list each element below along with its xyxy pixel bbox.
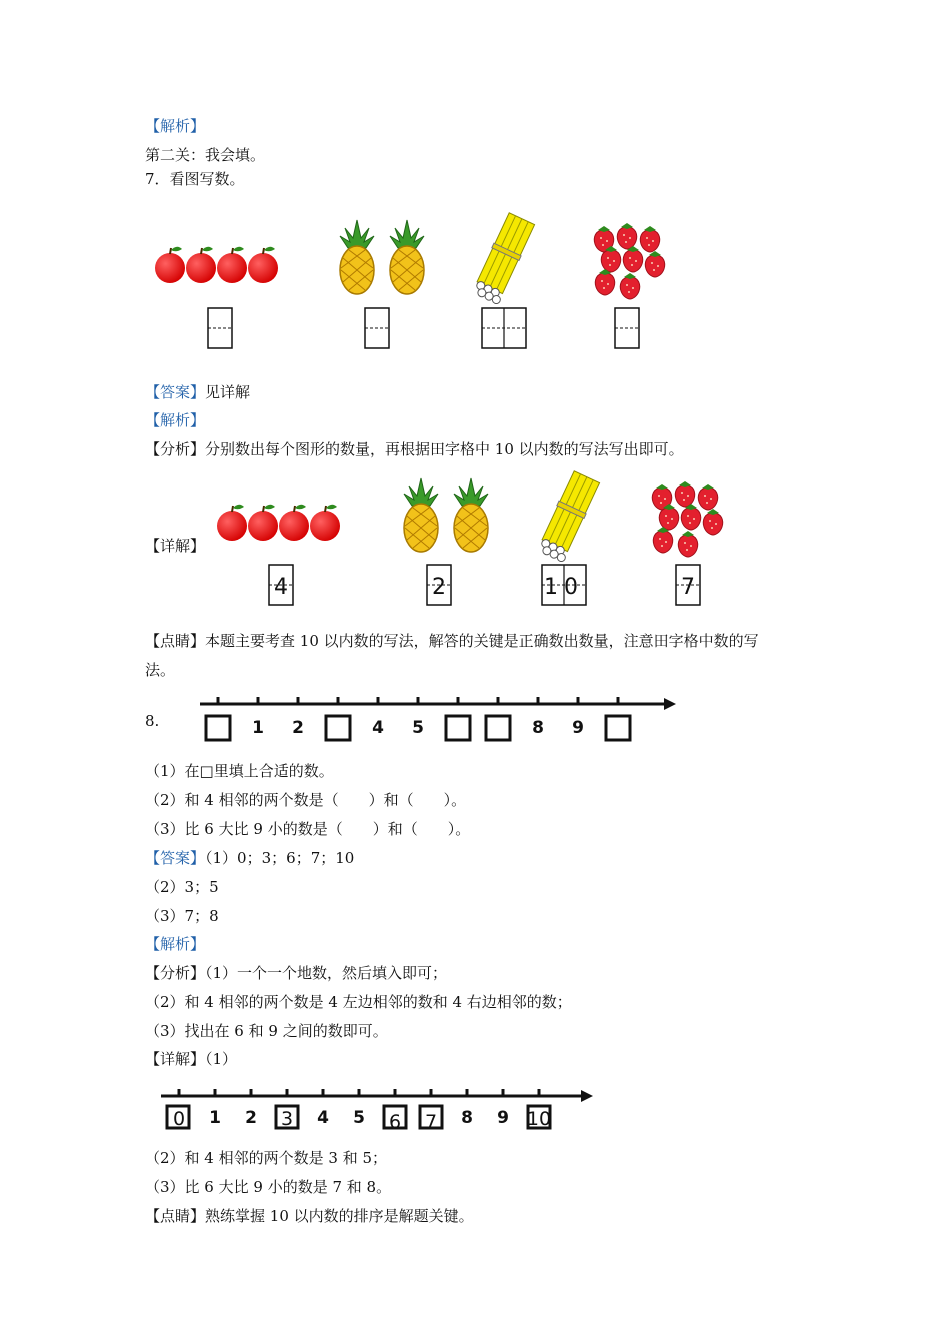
tick-label: 2	[245, 1108, 257, 1128]
q8-answer-line2: （2）3；5	[145, 878, 219, 896]
apples-group	[217, 505, 340, 541]
q7-pictures	[145, 210, 705, 370]
answer-grid-10	[542, 565, 586, 605]
answer-label: 3	[280, 1108, 294, 1130]
answer-grid-7	[676, 565, 700, 605]
writing-grid[interactable]	[482, 308, 526, 348]
pineapples-group	[404, 478, 488, 552]
answer-digit: 2	[432, 575, 446, 600]
sticks-bundle	[536, 470, 600, 562]
q8-analysis-line2: （2）和 4 相邻的两个数是 4 左边相邻的数和 4 右边相邻的数；	[145, 993, 572, 1011]
answer-digit: 10	[544, 575, 584, 600]
answer-digit: 4	[274, 575, 288, 600]
tick-label: 5	[412, 718, 424, 738]
tick-label: 1	[209, 1108, 221, 1128]
answer-grid-2	[427, 565, 451, 605]
q7-jiexi: 【解析】	[145, 411, 206, 429]
tick-label: 8	[532, 718, 544, 738]
tick-label: 9	[497, 1108, 509, 1128]
tick-label: 1	[252, 718, 264, 738]
strawberries-group	[652, 481, 722, 557]
q7-detail-tag: 【详解】	[145, 537, 206, 555]
answer-label: 7	[424, 1111, 438, 1133]
q7-stem: 7．看图写数。	[145, 170, 245, 188]
q7-analysis: 【分析】分别数出每个图形的数量，再根据田字格中 10 以内数的写法写出即可。	[145, 440, 684, 458]
writing-grid[interactable]	[615, 308, 639, 348]
tick-label: 5	[353, 1108, 365, 1128]
q8-number-line	[190, 688, 690, 748]
q8-number: 8.	[145, 712, 160, 730]
blank-box[interactable]	[606, 716, 630, 740]
q8-analysis-line3: （3）找出在 6 和 9 之间的数即可。	[145, 1022, 388, 1040]
answer-label: 6	[388, 1111, 402, 1133]
sticks-bundle	[471, 212, 535, 304]
q8-sub2: （2）和 4 相邻的两个数是（ ）和（ ）。	[145, 791, 467, 809]
pineapples-group	[340, 220, 424, 294]
q8-detail-number-line	[155, 1080, 615, 1140]
q7-detail-pictures	[195, 470, 755, 620]
q8-detail-line3: （3）比 6 大比 9 小的数是 7 和 8。	[145, 1178, 392, 1196]
q8-tip: 【点睛】熟练掌握 10 以内数的排序是解题关键。	[145, 1207, 474, 1225]
blank-box[interactable]	[486, 716, 510, 740]
tick-label: 2	[292, 718, 304, 738]
tick-label: 9	[572, 718, 584, 738]
q8-sub3: （3）比 6 大比 9 小的数是（ ）和（ ）。	[145, 820, 471, 838]
writing-grid[interactable]	[208, 308, 232, 348]
blank-box[interactable]	[326, 716, 350, 740]
q8-answer-line3: （3）7；8	[145, 907, 219, 925]
blank-box[interactable]	[446, 716, 470, 740]
q8-sub1: （1）在□里填上合适的数。	[145, 762, 334, 780]
strawberries-group	[594, 223, 664, 299]
answer-grid-4	[269, 565, 293, 605]
answer-label: 0	[172, 1108, 186, 1130]
tick-label: 8	[461, 1108, 473, 1128]
q8-detail-line2: （2）和 4 相邻的两个数是 3 和 5；	[145, 1149, 388, 1167]
answer-digit: 7	[681, 575, 695, 600]
blank-box[interactable]	[206, 716, 230, 740]
q8-jiexi: 【解析】	[145, 935, 206, 953]
tick-label: 4	[317, 1108, 329, 1128]
q7-answer: 【答案】见详解	[145, 383, 251, 401]
jiexi-header: 【解析】	[145, 117, 206, 135]
q7-tip-line1: 【点睛】本题主要考查 10 以内数的写法，解答的关键是正确数出数量，注意田字格中数的写	[145, 632, 759, 650]
tick-label: 4	[372, 718, 384, 738]
section-title: 第二关：我会填。	[145, 146, 266, 164]
answer-label: 10	[526, 1108, 552, 1130]
apples-group	[155, 247, 278, 283]
q8-detail: 【详解】（1）	[145, 1050, 238, 1068]
q8-analysis-line1: 【分析】（1）一个一个地数，然后填入即可；	[145, 964, 448, 982]
q7-tip-line2: 法。	[145, 661, 176, 679]
writing-grid[interactable]	[365, 308, 389, 348]
q8-answer: 【答案】（1）0；3；6；7；10	[145, 849, 355, 867]
